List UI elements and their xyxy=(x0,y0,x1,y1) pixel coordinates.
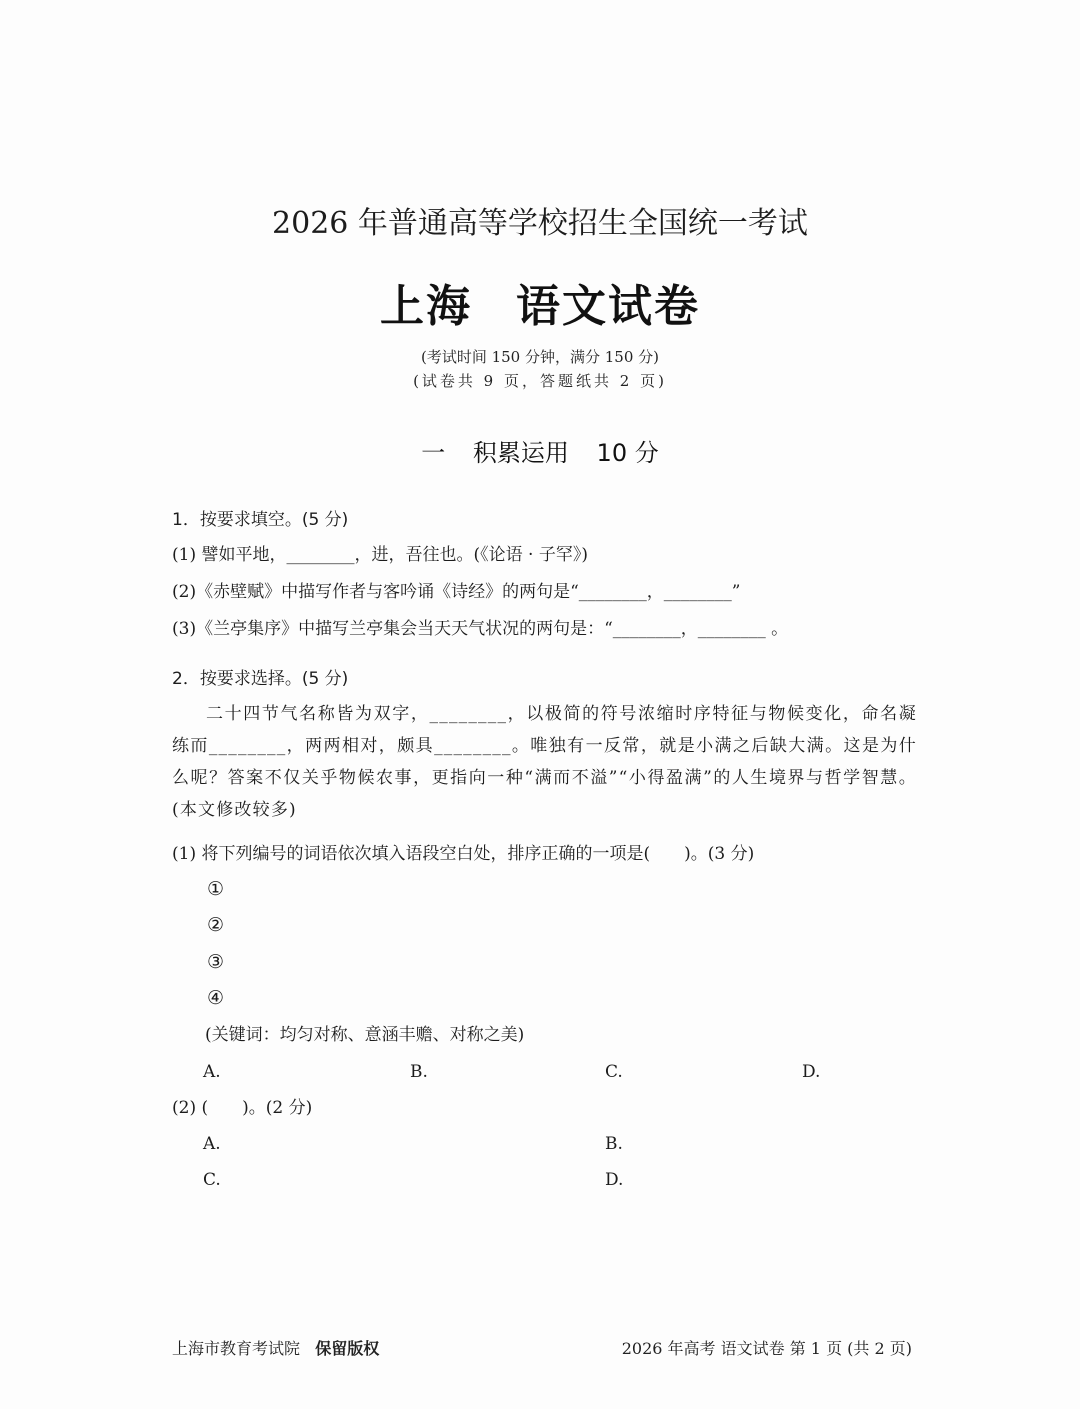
subject-label: 语文试卷 xyxy=(516,281,700,332)
paper-title xyxy=(0,270,1080,334)
sub2-option-a: A. xyxy=(203,1134,221,1154)
sub1-option-d: D. xyxy=(802,1062,821,1082)
q2-sub2: (2) ( )。(2 分) xyxy=(172,1098,313,1118)
exam-time-note: (考试时间 150 分钟，满分 150 分) xyxy=(420,348,660,366)
exam-title: 2026 年普通高等学校招生全国统一考试 xyxy=(272,206,808,241)
section-title xyxy=(0,433,1080,468)
section-name: 积累运用 xyxy=(472,439,569,467)
keywords-note: (关键词：均匀对称、意涵丰赡、对称之美) xyxy=(205,1025,525,1045)
numbered-item-4: ④ xyxy=(207,987,225,1009)
sub1-option-c: C. xyxy=(605,1062,623,1082)
section-number: 一 xyxy=(421,439,446,467)
q2-passage: 二十四节气名称皆为双字，________，以极简的符号浓缩时序特征与物候变化，命名凝练而________，两两相对，颇具________。唯独有一反常，就是小满之后缺大满。这是为什么呢？答案不仅关乎物候农事，更指向一种“满而不溢”“小得盈满”的人生境界与哲学智慧。(本文修改较多) xyxy=(172,704,917,820)
sub2-option-c: C. xyxy=(203,1170,221,1190)
sub2-option-b: B. xyxy=(605,1134,623,1154)
q1-item-3: (3)《兰亭集序》中描写兰亭集会当天天气状况的两句是：“________，________ 。 xyxy=(172,619,789,639)
sub2-option-d: D. xyxy=(605,1170,624,1190)
numbered-item-1: ① xyxy=(207,878,225,900)
sub1-option-a: A. xyxy=(203,1062,221,1082)
footer-page-info: 2026 年高考 语文试卷 第 1 页 (共 2 页) xyxy=(621,1339,912,1358)
footer-left xyxy=(172,1336,379,1359)
sub1-option-b: B. xyxy=(410,1062,428,1082)
numbered-item-3: ③ xyxy=(207,951,225,973)
q1-title: 1．按要求填空。(5 分) xyxy=(172,510,349,530)
q1-item-1: (1) 譬如平地，________，进，吾往也。(《论语 · 子罕》) xyxy=(172,545,588,565)
q1-item-2: (2)《赤壁赋》中描写作者与客吟诵《诗经》的两句是“________，________” xyxy=(172,582,741,602)
region-label: 上海 xyxy=(380,281,472,332)
q2-sub1: (1) 将下列编号的词语依次填入语段空白处，排序正确的一项是( )。(3 分) xyxy=(172,844,755,864)
numbered-item-2: ② xyxy=(207,914,225,936)
footer-rights: 保留版权 xyxy=(315,1339,380,1358)
page-count-note: (试卷共 9 页，答题纸共 2 页) xyxy=(413,372,667,390)
section-points: 10 分 xyxy=(596,439,659,467)
footer-org: 上海市教育考试院 xyxy=(172,1339,301,1358)
q2-title: 2．按要求选择。(5 分) xyxy=(172,669,349,689)
